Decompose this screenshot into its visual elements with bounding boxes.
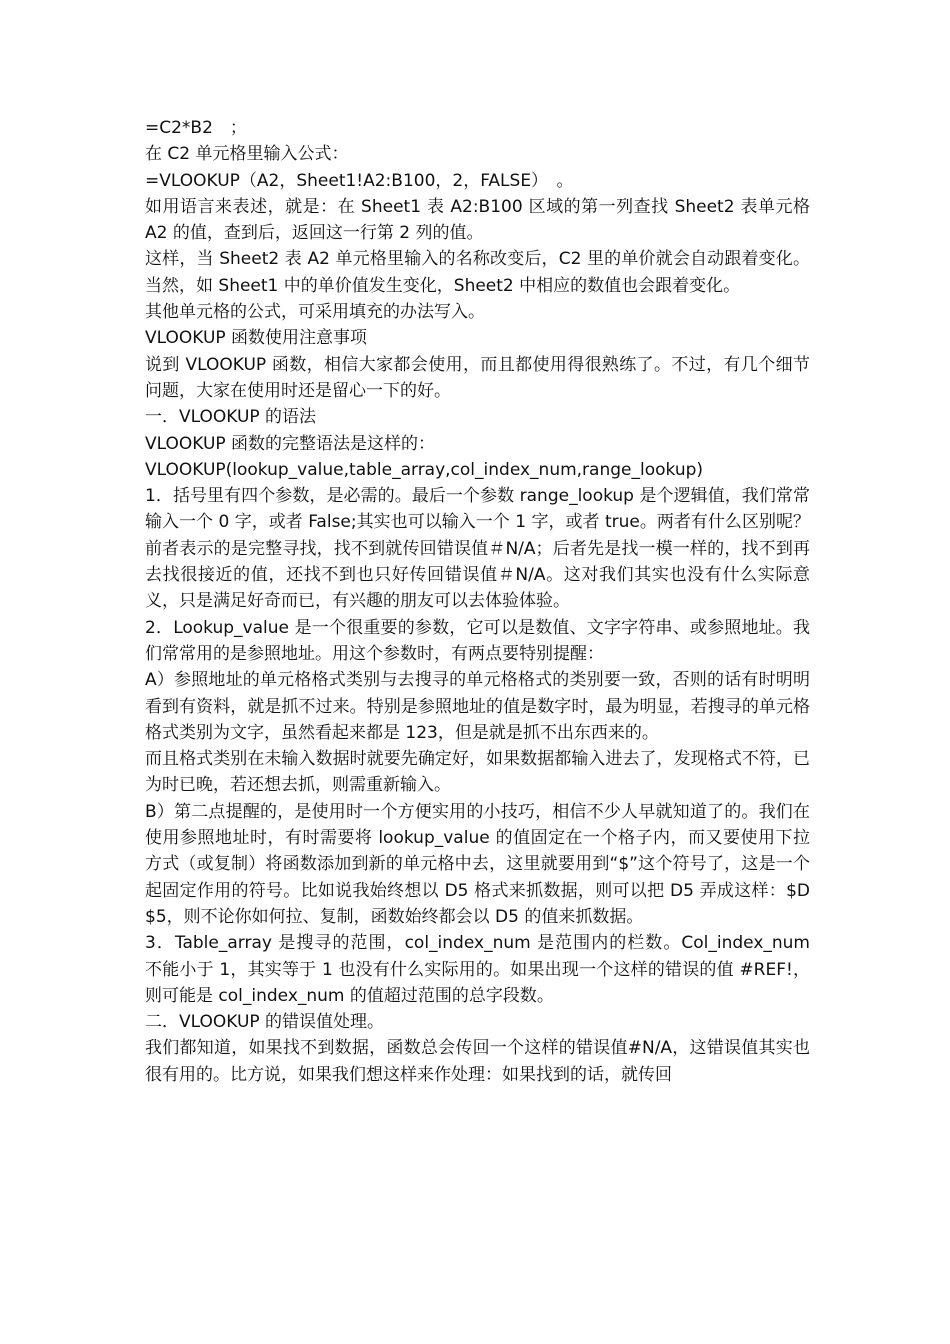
intro-paragraph: 说到 VLOOKUP 函数，相信大家都会使用，而且都使用得很熟练了。不过，有几个细节问题，大家在使用时还是留心一下的好。 bbox=[145, 354, 810, 401]
syntax-line: VLOOKUP(lookup_value,table_array,col_index_num,range_lookup) bbox=[145, 459, 704, 480]
section-heading: 一．VLOOKUP 的语法 bbox=[145, 407, 317, 428]
error-handling-paragraph: 我们都知道，如果找不到数据，函数总会传回一个这样的错误值#N/A，这错误值其实也很有用的。比方说，如果我们想这样来作处理：如果找到的话，就传回 bbox=[145, 1038, 810, 1085]
explanation-paragraph: 这样，当 Sheet2 表 A2 单元格里输入的名称改变后，C2 里的单价就会自动跟着变化。当然，如 Sheet1 中的单价值发生变化，Sheet2 中相应的数值也会跟着变化。 bbox=[145, 249, 810, 296]
point-1-paragraph: 1．括号里有四个参数，是必需的。最后一个参数 range_lookup 是个逻辑值，我们常常输入一个 0 字，或者 False;其实也可以输入一个 1 字，或者 true。两者有什么区别呢？前者表示的是完整寻找，找不到就传回错误值＃N/A；后者先是找一模一样的，找不到再去找很接近的值，还找不到也只好传回错误值＃N/A。这对我们其实也没有什么实际意义，只是满足好奇而已，有兴趣的朋友可以去体验体验。 bbox=[145, 486, 810, 612]
section-heading: VLOOKUP 函数使用注意事项 bbox=[145, 328, 368, 349]
document-page bbox=[145, 115, 810, 1088]
vlookup-formula-line: =VLOOKUP（A2，Sheet1!A2:B100，2，FALSE） 。 bbox=[145, 170, 574, 191]
instruction-line: 在 C2 单元格里输入公式： bbox=[145, 144, 349, 165]
point-b-paragraph: B）第二点提醒的，是使用时一个方便实用的小技巧，相信不少人早就知道了的。我们在使用参照地址时，有时需要将 lookup_value 的值固定在一个格子内，而又要使用下拉方式（或复制）将函数添加到新的单元格中去，这里就要用到“$”这个符号了，这是一个起固定作用的符号。比如说我始终想以 D5 格式来抓数据，则可以把 D5 弄成这样：$D$5，则不论你如何拉、复制，函数始终都会以 D5 的值来抓数据。 bbox=[145, 801, 810, 927]
fill-note-paragraph: 其他单元格的公式，可采用填充的办法写入。 bbox=[145, 302, 485, 323]
point-2-paragraph: 2．Lookup_value 是一个很重要的参数，它可以是数值、文字字符串、或参照地址。我们常常用的是参照地址。用这个参数时，有两点要特别提醒： bbox=[145, 617, 810, 664]
point-a-paragraph: A）参照地址的单元格格式类别与去搜寻的单元格格式的类别要一致，否则的话有时明明看到有资料，就是抓不过来。特别是参照地址的值是数字时，最为明显，若搜寻的单元格格式类别为文字，虽然看起来都是 123，但是就是抓不出东西来的。 bbox=[145, 670, 810, 743]
section-heading: 二．VLOOKUP 的错误值处理。 bbox=[145, 1012, 385, 1033]
point-3-paragraph: 3．Table_array 是搜寻的范围，col_index_num 是范围内的栏数。Col_index_num 不能小于 1，其实等于 1 也没有什么实际用的。如果出现一个这样的错误的值 #REF!，则可能是 col_index_num 的值超过范围的总字段数。 bbox=[145, 933, 810, 1006]
formula-line: =C2*B2 ； bbox=[145, 118, 247, 138]
explanation-paragraph: 如用语言来表述，就是：在 Sheet1 表 A2:B100 区域的第一列查找 Sheet2 表单元格 A2 的值，查到后，返回这一行第 2 列的值。 bbox=[145, 196, 810, 244]
syntax-intro-line: VLOOKUP 函数的完整语法是这样的： bbox=[145, 433, 436, 454]
format-note-paragraph: 而且格式类别在未输入数据时就要先确定好，如果数据都输入进去了，发现格式不符，已为时已晚，若还想去抓，则需重新输入。 bbox=[145, 749, 810, 796]
